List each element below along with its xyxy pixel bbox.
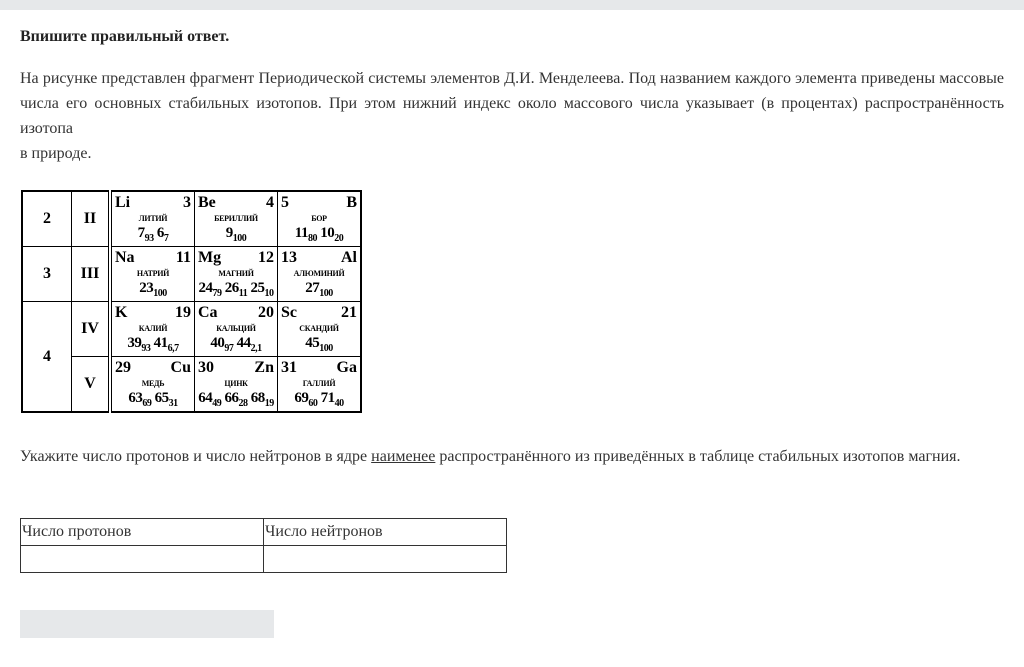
element-cell — [278, 302, 362, 357]
isotope-abundance: 7 — [163, 233, 169, 244]
element-cell — [110, 357, 195, 413]
isotopes — [114, 390, 192, 409]
isotope-abundance: 100 — [319, 343, 333, 354]
row-number: II — [72, 191, 111, 247]
isotope-mass: 65 — [154, 390, 169, 406]
isotope-abundance: 97 — [224, 343, 234, 354]
atomic-number: 11 — [175, 249, 191, 266]
element-name: МАГНИЙ — [218, 269, 254, 278]
periodic-table-fragment — [21, 190, 362, 413]
isotope-abundance: 40 — [334, 398, 344, 409]
element-symbol: Ga — [336, 359, 357, 376]
header-neutrons: Число нейтронов — [264, 519, 507, 546]
element-cell — [110, 247, 195, 302]
isotope-abundance: 100 — [153, 288, 167, 299]
isotope-mass: 24 — [198, 280, 213, 296]
element-cell — [278, 191, 362, 247]
neutrons-input[interactable] — [264, 546, 507, 573]
protons-input[interactable] — [21, 546, 264, 573]
isotope-mass: 39 — [127, 335, 142, 351]
atomic-number: 21 — [341, 304, 357, 321]
row-number: V — [72, 357, 111, 413]
element-name: СКАНДИЙ — [299, 324, 339, 333]
period-number: 2 — [22, 191, 72, 247]
task-title: Впишите правильный ответ. — [20, 28, 230, 45]
question-underlined: наименее — [371, 448, 436, 465]
element-name: КАЛЬЦИЙ — [216, 324, 256, 333]
isotopes — [197, 390, 275, 409]
element-name: ЦИНК — [224, 379, 248, 388]
isotope-mass: 41 — [153, 335, 168, 351]
element-name: БЕРИЛЛИЙ — [214, 214, 258, 223]
element-symbol: Ca — [198, 304, 218, 321]
isotope-mass: 68 — [250, 390, 265, 406]
isotope-mass: 23 — [139, 280, 154, 296]
isotope-abundance: 11 — [238, 288, 248, 299]
element-cell — [195, 302, 278, 357]
row-number: III — [72, 247, 111, 302]
header-protons: Число протонов — [21, 519, 264, 546]
isotope-mass: 64 — [198, 390, 213, 406]
table-row — [22, 302, 361, 357]
top-bar — [0, 0, 1024, 10]
isotopes — [197, 280, 275, 299]
table-row — [22, 357, 361, 413]
element-symbol: Na — [115, 249, 135, 266]
period-number: 4 — [22, 302, 72, 413]
period-number: 3 — [22, 247, 72, 302]
element-name: НАТРИЙ — [136, 269, 170, 278]
isotope-mass: 6 — [156, 225, 164, 241]
table-row — [22, 191, 361, 247]
isotope-abundance: 60 — [308, 398, 318, 409]
atomic-number: 12 — [258, 249, 274, 266]
submit-button[interactable] — [20, 610, 274, 638]
isotope-abundance: 93 — [141, 343, 151, 354]
element-cell — [110, 191, 195, 247]
isotope-mass: 11 — [294, 225, 308, 241]
element-symbol: Li — [115, 194, 131, 211]
isotope-abundance: 19 — [264, 398, 274, 409]
isotope-abundance: 49 — [212, 398, 222, 409]
element-symbol: Cu — [170, 359, 191, 376]
element-symbol: Sc — [281, 304, 297, 321]
element-symbol: Zn — [254, 359, 274, 376]
atomic-number: 30 — [198, 359, 214, 376]
element-cell — [278, 247, 362, 302]
element-name: АЛЮМИНИЙ — [293, 269, 345, 278]
element-cell — [278, 357, 362, 413]
isotope-abundance: 6,7 — [167, 343, 179, 354]
element-cell — [195, 247, 278, 302]
question-text — [20, 444, 1004, 469]
isotopes — [280, 225, 358, 244]
element-cell — [195, 191, 278, 247]
intro-text: На рисунке представлен фрагмент Периодической системы элементов Д.И. Менделеева. Под названием каждого элемента приведены массовые числа его основных стабильных изотопов. При этом нижний индекс около массового числа указывает (в процентах) распространённость изотопа — [20, 70, 1004, 137]
atomic-number: 3 — [183, 194, 191, 211]
element-symbol: Al — [341, 249, 357, 266]
element-cell — [195, 357, 278, 413]
task-description — [20, 66, 1004, 166]
row-number: IV — [72, 302, 111, 357]
element-name: КАЛИЙ — [138, 324, 168, 333]
isotope-mass: 9 — [225, 225, 233, 241]
isotopes — [114, 335, 192, 354]
atomic-number: 20 — [258, 304, 274, 321]
intro-text-2: в природе. — [20, 145, 92, 162]
element-name: ЛИТИЙ — [138, 214, 168, 223]
isotope-mass: 26 — [224, 280, 239, 296]
isotope-mass: 71 — [320, 390, 335, 406]
isotope-abundance: 31 — [168, 398, 178, 409]
isotopes — [197, 225, 275, 244]
isotope-abundance: 100 — [319, 288, 333, 299]
element-name: ГАЛЛИЙ — [302, 379, 336, 388]
isotope-mass: 69 — [294, 390, 309, 406]
isotope-mass: 44 — [236, 335, 251, 351]
isotope-abundance: 69 — [142, 398, 152, 409]
isotope-mass: 63 — [128, 390, 143, 406]
element-symbol: B — [346, 194, 357, 211]
atomic-number: 13 — [281, 249, 297, 266]
element-symbol: K — [115, 304, 128, 321]
isotope-mass: 10 — [320, 225, 335, 241]
isotope-abundance: 28 — [238, 398, 248, 409]
isotope-mass: 27 — [305, 280, 320, 296]
answer-table — [20, 518, 507, 573]
isotope-abundance: 10 — [264, 288, 274, 299]
isotope-mass: 25 — [250, 280, 265, 296]
element-cell — [110, 302, 195, 357]
question-after: распространённого из приведённых в таблице стабильных изотопов магния. — [435, 448, 961, 465]
isotope-mass: 66 — [224, 390, 239, 406]
atomic-number: 5 — [281, 194, 289, 211]
isotope-mass: 7 — [137, 225, 145, 241]
isotopes — [280, 335, 358, 354]
isotope-abundance: 93 — [144, 233, 154, 244]
isotopes — [280, 280, 358, 299]
element-name: БОР — [311, 214, 327, 223]
isotope-mass: 45 — [305, 335, 320, 351]
atomic-number: 4 — [266, 194, 274, 211]
atomic-number: 29 — [115, 359, 131, 376]
isotope-abundance: 20 — [334, 233, 344, 244]
isotopes — [114, 280, 192, 299]
isotopes — [114, 225, 192, 244]
isotope-abundance: 2,1 — [250, 343, 262, 354]
element-symbol: Be — [198, 194, 216, 211]
atomic-number: 31 — [281, 359, 297, 376]
isotope-abundance: 100 — [232, 233, 247, 244]
isotope-mass: 40 — [210, 335, 225, 351]
isotopes — [280, 390, 358, 409]
isotope-abundance: 79 — [212, 288, 222, 299]
table-row — [22, 247, 361, 302]
atomic-number: 19 — [175, 304, 191, 321]
element-symbol: Mg — [198, 249, 222, 266]
isotope-abundance: 80 — [307, 233, 317, 244]
isotopes — [197, 335, 275, 354]
question-before: Укажите число протонов и число нейтронов в ядре — [20, 448, 372, 465]
element-name: МЕДЬ — [141, 379, 165, 388]
